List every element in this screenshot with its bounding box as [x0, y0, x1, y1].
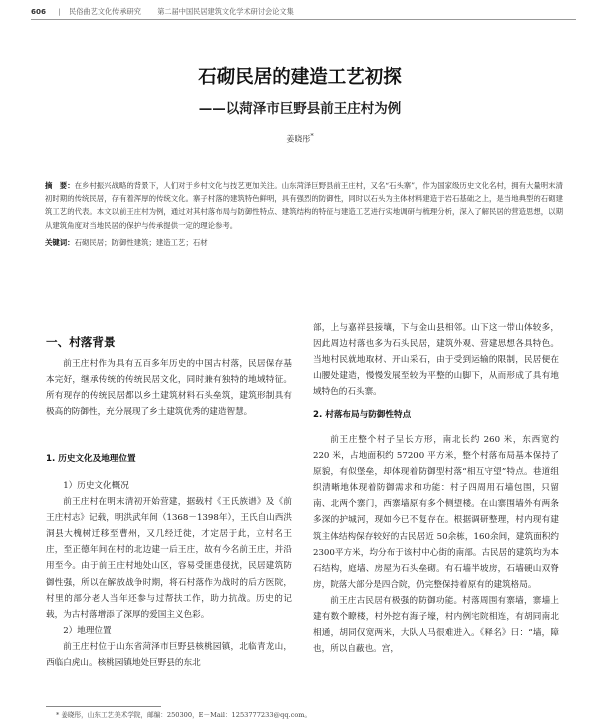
subsection-heading-layout-defense: 2. 村落布局与防御性特点	[313, 410, 412, 420]
keywords	[45, 236, 563, 249]
paragraph-history: 前王庄村在明末清初开始营建，据载村《王氏族谱》及《前王庄村志》记载，明洪武年间（1368－1398年），王氏自山西洪洞县大槐树迁移至曹州，又几经迁徙，才定居于此，立村名王庄，至正德年间在村的北边建一后王庄，故有今名前王庄，并沿用至今。由于前王庄村地处山区，容易受匪患侵扰，民居建筑防御性强，所以在解放战争时期，将石村落作为战时的后方医院，村里的部分老人当年还参与过帮扶工作，助力抗战。历史的记载，为古村落增添了深厚的爱国主义色彩。	[46, 497, 292, 620]
author-name: 姜晓彤	[286, 134, 311, 144]
running-header: 606 | 民俗曲艺文化传承研究 第二届中国民居建筑文化学术研讨会论文集	[31, 7, 294, 16]
header-rule	[31, 19, 576, 20]
paragraph-geography-continued: 部，上与嘉祥县接壤，下与金山县相邻。山下这一带山体较多，因此周边村落也多为石头民居，建筑外观、营建思想各具特色。当地村民就地取材、开山采石，由于受到运输的限制，民居便在山腰处建造，慢慢发展至较为平整的山脚下，从而形成了具有地域特色的石头寨。	[313, 323, 559, 398]
sub-heading-geography: 2）地理位置	[63, 625, 112, 636]
paragraph-layout: 前王庄整个村子呈长方形，南北长约 260 米，东西宽约 220 米，占地面积约 57200 平方米，整个村落布局基本保持了原貌，有似堡垒，却体现着防御型村落“相互守望”特点。巷道组织清晰地体现着防御需求和功能：村子四周用石墙包围，只留南、北两个寨门，西寨墙原有多个侧望楼。在山寨围墙外有两条多深的护城河，现如今已不复存在。根据调研整理，村内现有建筑主体结构保存较好的古民居近 50余栋，160余间，建筑面积约2300平方米，均分布于该村中心街的南部。古民居的建筑均为本石结构，庭墙、房屋为石头垒砌。有石墙半坡房，石墙硬山双脊房，院落大部分是四合院，仍完整保持着原有的建筑格局。	[313, 435, 559, 590]
issue-name: 第二届中国民居建筑文化学术研讨会论文集	[157, 7, 294, 16]
subsection-heading-history-geography: 1. 历史文化及地理位置	[46, 454, 136, 464]
section-heading-village-background: 一、村落背景	[46, 335, 116, 349]
author-mark: *	[310, 132, 314, 140]
footnote-rule	[46, 706, 161, 707]
paragraph-intro: 前王庄村作为具有五百多年历史的中国古村落，民居保存基本完好，继承传统的传统民居文化，同时兼有独特的地域特征。所有现存的传统民居都以乡土建筑材料石头垒筑，建筑形制具有极高的防御性，充分展现了乡土建筑优秀的建造智慧。	[46, 359, 292, 418]
abstract-label: 摘 要：	[45, 181, 75, 190]
page-number: 606	[31, 7, 47, 16]
left-column-intro	[46, 356, 292, 420]
article-title: 石砌民居的建造工艺初探	[198, 67, 402, 88]
paragraph-geography: 前王庄村位于山东省菏泽市巨野县核桃园镇，北临青龙山，西临白虎山。核桃园镇地处巨野县的东北	[46, 641, 292, 669]
sub-heading-history: 1）历史文化概况	[63, 481, 129, 491]
article-subtitle: ——以菏泽市巨野县前王庄村为例	[198, 101, 402, 117]
keywords-text: 石砌民居；防御性建筑；建造工艺；石材	[74, 238, 208, 247]
footnote: * 姜晓彤，山东工艺美术学院，邮编：250300，E－Mail：1253777233@qq.com。	[56, 711, 312, 719]
author-line	[0, 132, 600, 145]
paragraph-defense: 前王庄古民居有极强的防御功能。村落周围有寨墙，寨墙上建有数个瞭楼，村外挖有海子壕，村内例宅院相连，有胡同南北相通，胡同仅宽两米，大队人马很难进入。《释名》曰：“墙，障也，所以自蔽也。宫，	[313, 595, 559, 655]
right-column-body	[313, 432, 559, 657]
abstract-text: 在乡村振兴战略的背景下，人们对于乡村文化与技艺更加关注。山东菏泽巨野县前王庄村，又名“石头寨”，作为国家级历史文化名村，拥有大量明末清初时期的传统民居，存有着浑厚的传统文化。寨子村落的建筑特色鲜明，具有强烈的防御性，同时以石头为主体材料建造于岩石基础之上，是当地典型的石砌建筑工艺的代表。本文以前王庄村为例，通过对其村落布局与防御性特点、建筑结构的特征与建造工艺进行实地调研与梳理分析，深入了解民居的营造思想，以期从建筑角度对当地民居的保护与传承提供一定的理论参考。	[45, 181, 563, 230]
keywords-label: 关键词：	[45, 238, 75, 247]
right-column-top	[313, 320, 559, 400]
abstract	[45, 179, 563, 232]
left-column-body	[46, 478, 292, 671]
journal-name: 民俗曲艺文化传承研究	[69, 7, 141, 16]
